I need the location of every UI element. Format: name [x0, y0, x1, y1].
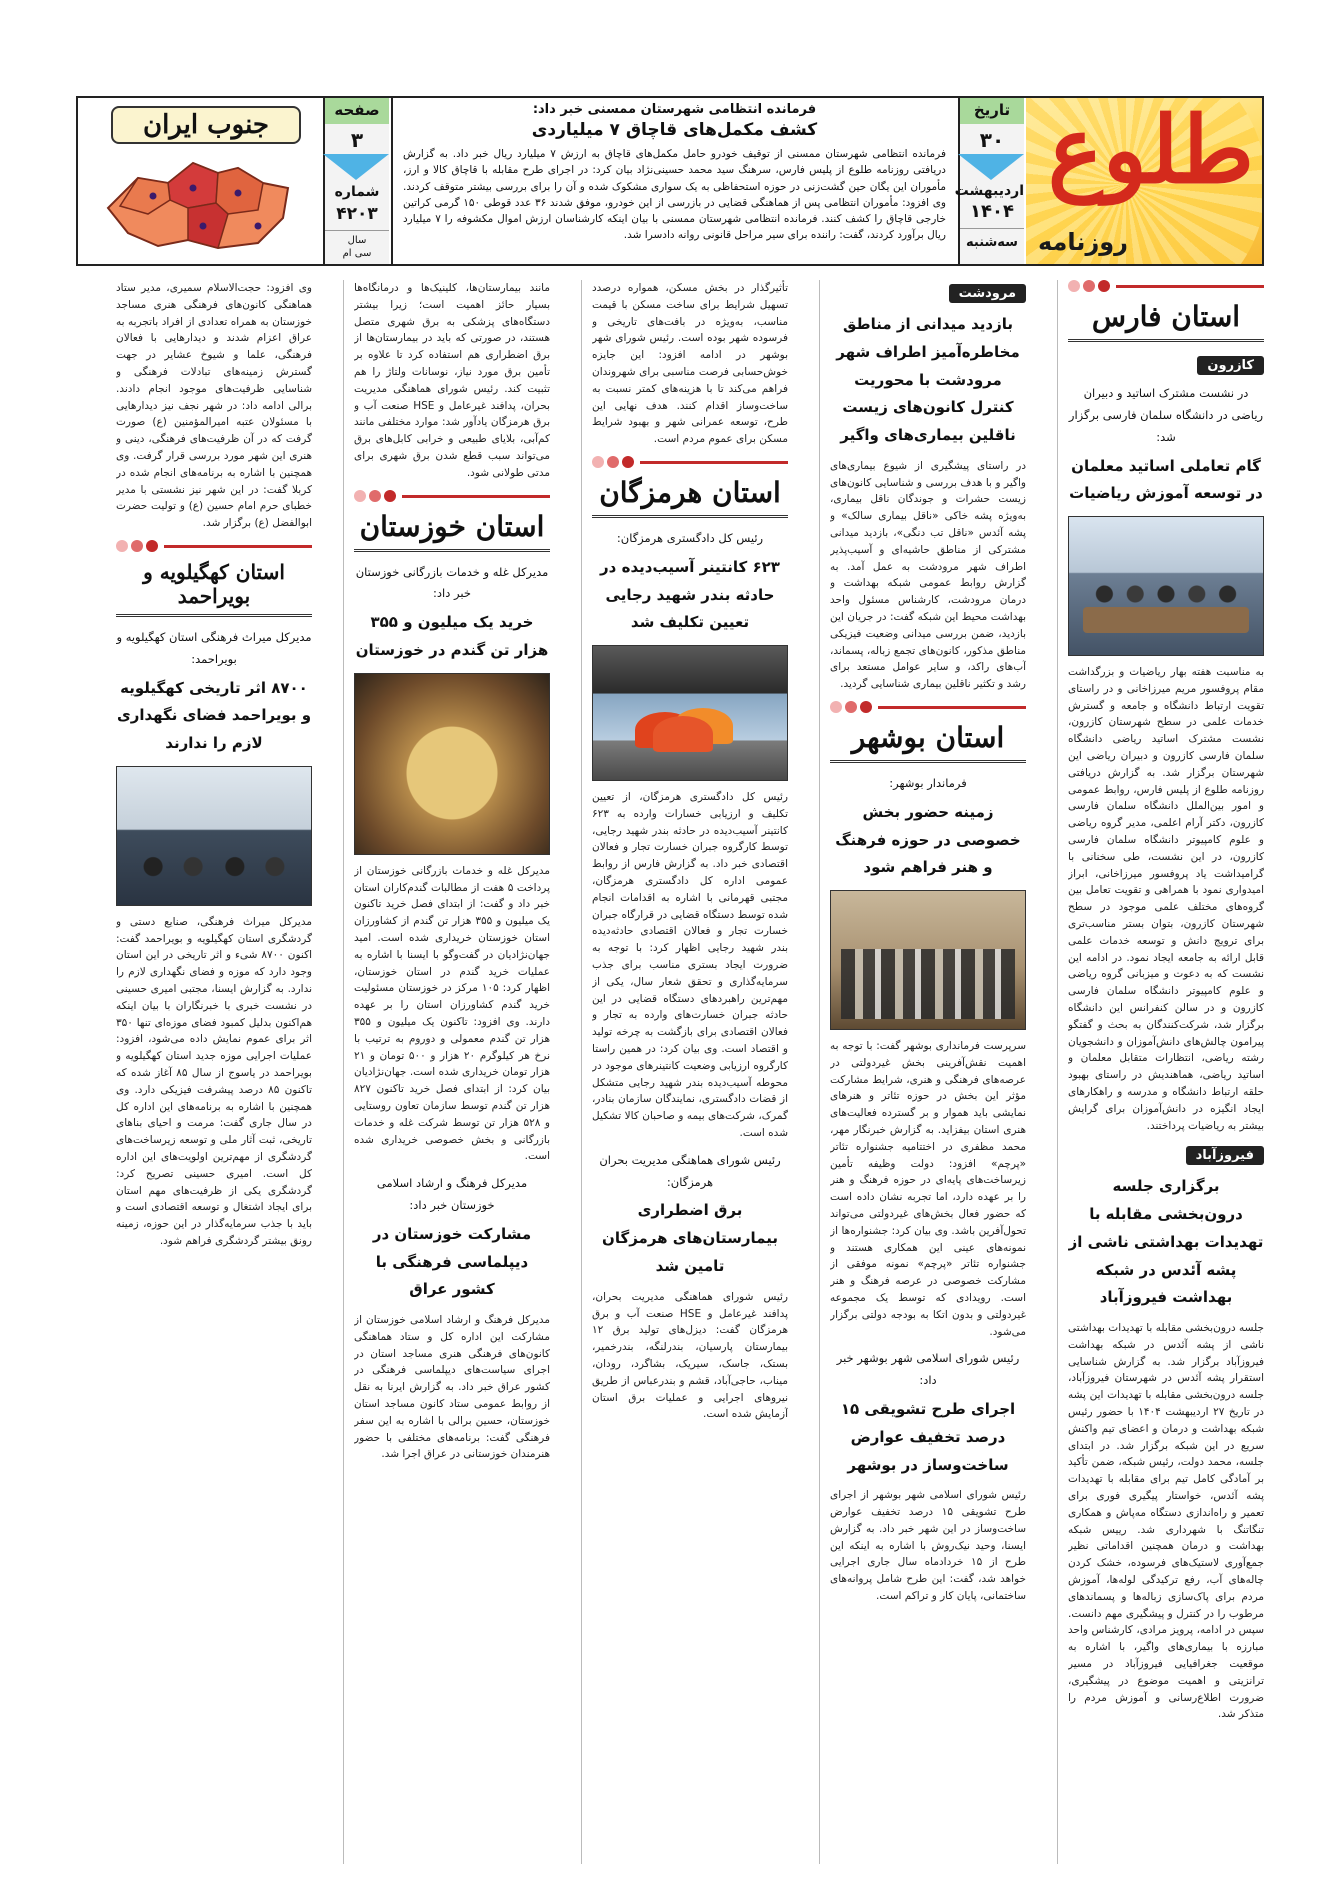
- article-kicker: رئیس شورای اسلامی شهر بوشهر خبر داد:: [836, 1351, 1020, 1388]
- article-body: تأثیرگذار در بخش مسکن، همواره درصدد تسهیل شرایط برای ساخت مسکن با قیمت مناسب، به‌ویژه در بافت‌های تاریخی و فرسوده شهر بوده است. رئیس شورای شهر بوشهر در ادامه افزود: این جایزه خوش‌حسابی فرصت مناسبی برای شهروندان فراهم می‌کند تا با هزینه‌های کمتر نسبت به ساخت‌وساز اقدام کنند. هدف نهایی این طرح، توسعه عمرانی شهر و بهبود شرایط مسکن برای عموم مردم است.: [592, 282, 788, 446]
- column-marvdasht-bushehr: [830, 280, 1026, 1864]
- region-banner: [78, 98, 321, 264]
- column-kohgiluyeh: [116, 280, 312, 1864]
- city-tag-firuzabad: فیروزآباد: [1186, 1146, 1264, 1165]
- page-box: [323, 98, 389, 264]
- section-bar: [354, 490, 550, 504]
- article-body: مدیرکل فرهنگ و ارشاد اسلامی خوزستان از مشارکت این اداره کل و ستاد هماهنگی کانون‌های فرهنگی هنری مساجد استان در اجرای سیاست‌های دیپلماسی فرهنگی در کشور عراق خبر داد. به گزارش ایرنا به نقل از روابط عمومی ستاد کانون مساجد استان خوزستان، حسین برالی با اشاره به این سفر فرهنگی گفت: برنامه‌های مختلفی با حضور هنرمندان خوزستانی در عراق اجرا شد.: [354, 1314, 550, 1461]
- article-headline: بازدید میدانی از مناطق مخاطره‌آمیز اطراف شهر مرودشت با محوریت کنترل کانون‌های زیست ناقلین بیماری‌های واگیر: [836, 315, 1020, 444]
- article-kicker: مدیرکل فرهنگ و ارشاد اسلامی خوزستان خبر داد:: [376, 1176, 528, 1212]
- date-weekday: سه‌شنبه: [960, 228, 1024, 250]
- province-title-kohgiluyeh: استان کهگیلویه و بویراحمد: [116, 558, 312, 617]
- logo-subtitle: روزنامه: [1038, 228, 1128, 256]
- article-body: وی افزود: حجت‌الاسلام سمیری، مدیر ستاد هماهنگی کانون‌های فرهنگی هنری مساجد خوزستان به همراه تعدادی از افراد باتجربه به عراق اعزام شدند و دیدارهایی با فعالان فرهنگی، علما و شیوخ عشایر در جهت گسترش زمینه‌های تبادلات فرهنگی و شناسایی ظرفیت‌های موجود انجام دادند. برالی ادامه داد: در شهر نجف نیز دیدارهایی با مسئولان عتبه امیرالمؤمنین (ع) صورت گرفت که در آن ظرفیت‌های فرهنگی، دینی و هنری این شهر مورد بررسی قرار گرفت. وی همچنین با اشاره به برنامه‌های انجام شده در کربلا گفت: در این شهر نیز نشستی با مدیر خطبای حرم امام حسین (ع) و تولیت حضرت ابوالفضل (ع) برگزار شد.: [116, 282, 312, 530]
- article-body: به مناسبت هفته بهار ریاضیات و بزرگداشت مقام پروفسور مریم میرزاخانی و در راستای تقویت ارتباط دانشگاه و جامعه و گسترش خدمات علمی در سطح شهرستان کازرون، نشست مشترک اساتید ریاضی دانشگاه سلمان فارسی کازرون و دبیران ریاضی این شهرستان برگزار شد. به گزارش دریافتی روزنامه طلوع از پلیس فارس، روابط عمومی و امور بین‌الملل دانشگاه سلمان فارسی کازرون، دکتر آرام اعلمی، مدیر گروه ریاضی و علوم کامپیوتر دانشگاه سلمان فارسی کازرون، در این نشست، طی سخنانی با گرامیداشت یاد پروفسور میرزاخانی، ابراز امیدواری نمود با همراهی و تقویت تعامل بین گروه‌های مختلف علمی موجود در سطح شهرستان کازرون، بتوان بستر مناسب‌تری برای ترویج دانش و توسعه خدمات علمی قابل ارائه به جامعه ایجاد نمود. در ادامه این نشست که به دعوت و میزبانی گروه ریاضی و علوم کامپیوتر دانشگاه سلمان فارسی کازرون و در سالن کنفرانس این دانشگاه برگزار شد، شرکت‌کنندگان به بحث و گفتگو پیرامون چالش‌های دانش‌آموزان و دانشجویان رشته ریاضی، انتظارات متقابل معلمان و اساتید ریاضی، هماهندیش در راستای بهبود حلقه ارتباط دانشگاه و مدرسه و راهکارهای ایجاد انگیزه در دانش‌آموزان برای گرایش بیشتر به ریاضیات پرداختند.: [1068, 666, 1264, 1132]
- province-title-bushehr: استان بوشهر: [830, 719, 1026, 763]
- brief-body: فرمانده انتظامی شهرستان ممسنی از توقیف خودرو حامل مکمل‌های قاچاق به ارزش ۷ میلیارد ریال خبر داد. به گزارش دریافتی روزنامه طلوع از پلیس فارس، سرهنگ سید محمد حسینی‌نژاد بیان کرد: در اجرای طرح مقابله با قاچاق کالا و ارز، مأموران این یگان حین گشت‌زنی در حوزه استحفاظی به یک سواری مشکوک شده و آن را برای بررسی بیشتر متوقف کردند. وی افزود: مأموران انتظامی پس از هماهنگی قضایی در بازرسی از این خودرو، موفق شدند ۳۶ عدد قوطی ۱۵۰ گرمی کراتین خارجی قاچاق را کشف کنند. فرمانده انتظامی شهرستان ممسنی با بیان اینکه کارشناسان ارزش اموال مکشوفه را ۷ میلیارد ریال برآورد کردند، گفت: راننده برای سیر مراحل قانونی روانه دادسرا شد.: [403, 148, 946, 242]
- date-tab: تاریخ: [960, 98, 1024, 124]
- article-kicker: فرماندار بوشهر:: [889, 775, 967, 790]
- article-headline: ۶۲۳ کانتینر آسیب‌دیده در حادثه بندر شهید رجایی تعیین تکلیف شد: [600, 557, 780, 632]
- column-divider: [581, 280, 582, 1864]
- article-kicker: مدیرکل غله و خدمات بازرگانی خوزستان خبر داد:: [355, 564, 549, 601]
- ceremony-photo: [830, 890, 1026, 1030]
- city-tag-kazerun: کازرون: [1197, 356, 1264, 375]
- arrow-down-icon: [323, 154, 389, 180]
- column-divider: [343, 280, 344, 1864]
- article-body: در راستای پیشگیری از شیوع بیماری‌های واگیر و با هدف بررسی و شناسایی کانون‌های زیست حشرات و جوندگان ناقل بیماری، به‌ویژه پشه خاکی «ناقل بیماری سالک» و پشه آئدس «ناقل تب دنگی»، بازدید میدانی مشترکی از مناطق حاشیه‌ای و آسیب‌پذیر اطراف شهر مرودشت به عمل آمد. به گزارش روابط عمومی شبکه بهداشت و درمان مرودشت، کارشناس مسئول واحد بهداشت محیط این شبکه گفت: در جریان این بازدید، ضمن بررسی میدانی وضعیت فیزیکی مناطق مذکور، کانون‌های تجمع زباله، پسماند، آب‌های راکد، و سایر عوامل مستعد برای رشد و تکثیر ناقلین بیماری شناسایی گردید.: [830, 459, 1026, 691]
- arrow-down-icon: [958, 154, 1024, 180]
- press-conference-photo: [116, 766, 312, 906]
- date-month: اردیبهشت: [954, 183, 1024, 199]
- date-box: [954, 98, 1024, 264]
- article-headline: ۸۷۰۰ اثر تاریخی کهگیلویه و بویراحمد فضای نگهداری لازم را ندارند: [116, 678, 312, 753]
- year-label: سال: [347, 235, 367, 246]
- logo-wordmark: طلوع: [1047, 98, 1254, 204]
- article-body: مدیرکل غله و خدمات بازرگانی خوزستان از پرداخت ۵ هفت از مطالبات گندم‌کاران استان خبر داد و گفت: از ابتدای فصل خرید تاکنون یک میلیون و ۳۵۵ هزار تن گندم از کشاورزان استان خوزستان خریداری شده است. امید جهان‌نژادیان در گفت‌وگو با ایسنا با اشاره به عملیات خرید گندم در استان خوزستان، اظهار کرد: ۱۰۵ مرکز در خوزستان مسئولیت خرید گندم کشاورزان استان را بر عهده دارند. وی افزود: تاکنون یک میلیون و ۳۵۵ هزار تن گندم معمولی و دوروم به ترتیب با نرخ هر کیلوگرم ۲۰ هزار و ۵۰۰ تومان و ۲۱ هزار تومان خریداری شده است. جهان‌نژادیان بیان کرد: از ابتدای فصل خرید تاکنون ۸۲۷ هزار تن گندم توسط سازمان تعاون روستایی و ۵۲۸ هزار تن توسط شرکت غله و خدمات بازرگانی و بخش خصوصی خریداری شده است.: [354, 864, 550, 1163]
- issue-number: ۴۲۰۳: [336, 204, 378, 224]
- brief-kicker: فرمانده انتظامی شهرستان ممسنی خبر داد:: [532, 102, 817, 117]
- article-headline: خرید یک میلیون و ۳۵۵ هزار تن گندم در خوزستان: [355, 613, 549, 659]
- page-tab: صفحه: [325, 98, 389, 124]
- date-year: ۱۴۰۴: [970, 201, 1014, 222]
- article-body: رئیس شورای اسلامی شهر بوشهر از اجرای طرح تشویقی ۱۵ درصد تخفیف عوارض ساخت‌وساز در این شهر خبر داد. به گزارش ایسنا، وحید نیک‌روش با اشاره به اینکه این طرح از ۱۵ خردادماه سال جاری اجرایی خواهد شد، گفت: این طرح شامل پروانه‌های ساختمانی، پایان کار و تراکم است.: [830, 1489, 1026, 1603]
- article-headline: اجرای طرح تشویقی ۱۵ درصد تخفیف عوارض ساخت‌وساز در بوشهر: [840, 1400, 1016, 1474]
- volume-year: [325, 230, 389, 260]
- article-headline: برگزاری جلسه درون‌بخشی مقابله با تهدیدات بهداشتی ناشی از پشه آئدس در شبکه بهداشت فیروزآباد: [1068, 1177, 1264, 1307]
- newspaper-logo: [1026, 98, 1262, 264]
- section-bar: [116, 540, 312, 554]
- article-body: رئیس شورای هماهنگی مدیریت بحران، پدافند غیرعامل و HSE صنعت آب و برق هرمزگان گفت: دیزل‌های تولید برق ۱۲ بیمارستان پارسیان، بندرلنگه، بندرخمیر، بستک، جاسک، سیریک، بشاگرد، رودان، میناب، حاجی‌آباد، قشم و بندرعباس از طریق نیروهای اجرایی و عملیات برق استان آزمایش شده است.: [592, 1290, 788, 1421]
- city-tag-marvdasht: مرودشت: [949, 284, 1026, 303]
- column-khuzestan: [354, 280, 550, 1864]
- wheat-grain-photo: [354, 673, 550, 855]
- article-headline: گام تعاملی اساتید معلمان در توسعه آموزش ریاضیات: [1069, 456, 1263, 503]
- year-value: سی ام: [342, 248, 372, 259]
- column-divider: [819, 280, 820, 1864]
- province-title-hormozgan: استان هرمزگان: [592, 474, 788, 518]
- top-brief: [391, 98, 956, 264]
- province-title-khuzestan: استان خوزستان: [354, 508, 550, 552]
- issue-label: شماره: [334, 184, 380, 200]
- article-kicker: رئیس کل دادگستری هرمزگان:: [616, 530, 764, 545]
- section-bar: [1068, 280, 1264, 294]
- brief-headline: کشف مکمل‌های قاچاق ۷ میلیاردی: [531, 120, 818, 140]
- date-day: ۳۰: [979, 128, 1005, 152]
- column-hormozgan: [592, 280, 788, 1864]
- page-number: ۳: [350, 128, 364, 152]
- province-title-fars: استان فارس: [1068, 298, 1264, 342]
- port-fire-photo: [592, 645, 788, 781]
- column-fars: [1068, 280, 1264, 1864]
- article-body: مدیرکل میراث فرهنگی، صنایع دستی و گردشگری استان کهگیلویه و بویراحمد گفت: اکنون ۸۷۰۰ شیء و اثر تاریخی در این استان وجود دارد که موزه و فضای نگهداری لازم را ندارد. به گزارش ایسنا، مجتبی امیری حسینی در نشست خبری با خبرنگاران با بیان اینکه هم‌اکنون بدلیل کمبود فضای موزه‌ای تنها ۳۵۰ اثر برای عموم نمایش داده می‌شود، افزود: عملیات اجرایی موزه جدید استان کهگیلویه و بویراحمد در یاسوج از سال ۸۵ آغاز شده که تاکنون ۸۵ درصد پیشرفت فیزیکی دارد. وی همچنین با اشاره به برنامه‌های این اداره کل در سال جاری گفت: مرمت و احیای بناهای تاریخی، ثبت آثار ملی و توسعه زیرساخت‌های گردشگری از مهم‌ترین اولویت‌های این اداره کل است. امیری حسینی تصریح کرد: گردشگری یکی از ظرفیت‌های مهم استان برای ایجاد اشتغال و توسعه اقتصادی است و باید با جذب سرمایه‌گذار در این حوزه، زمینه رونق بیشتر گردشگری فراهم شود.: [116, 915, 312, 1248]
- article-body: رئیس کل دادگستری هرمزگان، از تعیین تکلیف و ارزیابی خسارات وارده به ۶۲۳ کانتینر آسیب‌دیده در حادثه بندر شهید رجایی، توسط کارگروه جبران خسارت تجار و فعالان اقتصادی خبر داد. به گزارش فارس از روابط عمومی اداره کل دادگستری هرمزگان، مجتبی قهرمانی با اشاره به اقدامات انجام شده توسط دستگاه قضایی در قرارگاه جبران خسارت تجار و فعالان اقتصادی حادثه‌دیده بندر شهید رجایی اظهار کرد: با توجه به ضرورت ایجاد بستری مناسب برای جذب سرمایه‌گذاری و تحقق شعار سال، یکی از مهم‌ترین راهبردهای دستگاه قضایی در این حادثه جبران خسارت‌های وارده به تجار و فعالان اقتصادی برای بازگشت به چرخه تولید و اقتصاد است. وی بیان کرد: در همین راستا کارگروه ارزیابی وضعیت کانتینرهای موجود در محوطه آسیب‌دیده بندر شهید رجایی متشکل از قضات دادگستری، نمایندگان سازمان بنادر، گمرک، شرکت‌های بیمه و صاحبان کالا تشکیل شده است.: [592, 791, 788, 1139]
- region-title: جنوب ایران: [111, 106, 301, 144]
- article-body: مانند بیمارستان‌ها، کلینیک‌ها و درمانگاه‌ها بسیار حائز اهمیت است؛ زیرا بیشتر دستگاه‌های پزشکی به برق شهری متصل هستند، در صورتی که باید در بیمارستان‌ها از برق اضطراری هم استفاده کرد تا علاوه بر تأمین برق مورد نیاز، نوسانات ولتاژ را هم تثبیت کند. رئیس شورای هماهنگی مدیریت بحران، پدافند غیرعامل و HSE صنعت آب و برق هرمزگان یادآور شد: موارد مختلفی مانند کم‌آبی، بلایای طبیعی و خرابی کابل‌های برق می‌تواند سبب قطع شدن برق شهری برای مدتی طولانی شود.: [354, 282, 550, 479]
- article-body: جلسه درون‌بخشی مقابله با تهدیدات بهداشتی ناشی از پشه آئدس در شبکه بهداشت فیروزآباد برگزار شد. به گزارش شناسایی استقرار پشه آئدس در شهرستان فیروزآباد، جلسه درون‌بخشی مقابله با تهدیدات این پشه در تاریخ ۲۷ اردیبهشت ۱۴۰۴ با حضور رئیس شبکه بهداشت و درمان و اعضای تیم واکنش سریع در این شبکه برگزار شد. در ابتدای جلسه، محمد دولت، رئیس شبکه، ضمن تأکید بر آمادگی کامل تیم برای مقابله با تهدیدات پشه آئدس، خواستار پیگیری فوری برای تعمیر و راه‌اندازی دستگاه مه‌پاش و همکاری تنگاتنگ با شهرداری شد. رییس شبکه بهداشت و درمان همچنین اقداماتی نظیر جمع‌آوری لاستیک‌های فرسوده، خشک کردن چاله‌های آب، رفع ترکیدگی لوله‌ها، آموزش مردم برای پاک‌سازی زباله‌ها و پسماندهای مرطوب را در کنترل و پیشگیری مهم دانست. سپس در ادامه، پرویز مرادی، کارشناس واحد مبارزه با بیماری‌های واگیر، با اشاره به موقعیت جغرافیایی فیروزآباد در مسیر ترانزیتی و اهمیت موضوع در پیشگیری، ضرورت اطلاع‌رسانی و آموزش مردم را متذکر شد.: [1068, 1322, 1264, 1721]
- article-headline: زمینه حضور بخش خصوصی در حوزه فرهنگ و هنر فراهم شود: [835, 802, 1021, 877]
- section-bar: [592, 456, 788, 470]
- article-headline: برق اضطراری بیمارستان‌های هرمزگان تامین شد: [602, 1201, 778, 1275]
- south-iran-map-icon: [98, 148, 298, 258]
- article-kicker: در نشست مشترک اساتید و دبیران ریاضی در دانشگاه سلمان فارسی برگزار شد:: [1068, 386, 1264, 444]
- article-body: سرپرست فرمانداری بوشهر گفت: با توجه به اهمیت نقش‌آفرینی بخش غیردولتی در عرصه‌های فرهنگی و هنری، شرایط مشارکت مؤثر این بخش در حوزه تئاتر و هنرهای نمایشی باید هموار و بر گسترده فعالیت‌های هنری استان بیفزاید. به گزارش خبرنگار مهر، محمد مظفری در اختتامیه جشنواره تئاتر «پرچم» افزود: دولت وظیفه تأمین زیرساخت‌های پایه‌ای در حوزه فرهنگ و هنر را بر عهده دارد، اما تجربه نشان داده است که حضور فعال بخش‌های غیردولتی می‌تواند تحول‌آفرین باشد. وی بیان کرد: جشنواره‌ها از نمونه‌های عینی این همکاری هستند و جشنواره تئاتر «پرچم» نمونه موفقی از مشارکت خصوصی در عرصه فرهنگ و هنر است. رویدادی که توسط یک مجموعه غیردولتی و بدون اتکا به بودجه دولتی برگزار می‌شود.: [830, 1040, 1026, 1338]
- article-kicker: رئیس شورای هماهنگی مدیریت بحران هرمزگان:: [599, 1152, 781, 1189]
- column-divider: [1057, 280, 1058, 1864]
- article-kicker: مدیرکل میراث فرهنگی استان کهگیلویه و بویراحمد:: [116, 629, 312, 666]
- masthead: [76, 96, 1264, 266]
- section-bar: [830, 701, 1026, 715]
- meeting-photo: [1068, 516, 1264, 656]
- article-headline: مشارکت خوزستان در دیپلماسی فرهنگی با کشور عراق: [372, 1224, 532, 1299]
